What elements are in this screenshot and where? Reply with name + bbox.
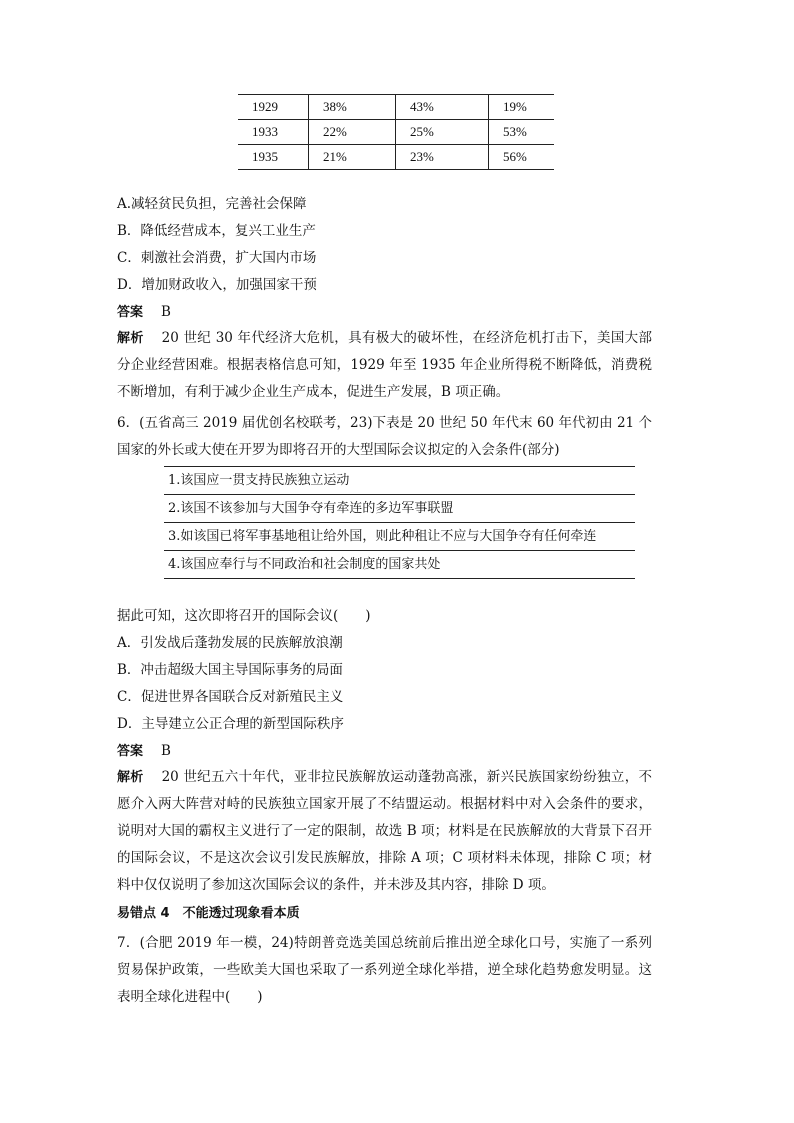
condition-row: 4.该国应奉行与不同政治和社会制度的国家共处	[164, 551, 635, 579]
analysis-label: 解析	[117, 770, 144, 785]
answer-label: 答案	[117, 305, 144, 320]
q6-analysis	[117, 764, 652, 899]
table-cell: 53%	[489, 120, 555, 145]
section-heading: 易错点 4 不能透过现象看本质	[117, 906, 300, 921]
answer-value: B	[161, 743, 171, 759]
table-cell-year: 1929	[238, 95, 309, 120]
analysis-text: 20 世纪 30 年代经济大危机，具有极大的破坏性，在经济危机打击下，美国大部分企业经营困难。根据表格信息可知，1929 年至 1935 年企业所得税不断降低，消费税不断增加，有利于减少企业生产成本，促进生产发展，B 项正确。	[117, 330, 652, 400]
condition-row: 2.该国不该参加与大国争夺有牵连的多边军事联盟	[164, 495, 635, 523]
table-cell: 21%	[309, 145, 396, 170]
analysis-label: 解析	[117, 331, 144, 346]
table-cell: 23%	[396, 145, 489, 170]
table-cell: 19%	[489, 95, 555, 120]
table-cell: 56%	[489, 145, 555, 170]
q6-answer	[117, 741, 171, 762]
table-row	[238, 145, 554, 170]
q5-option-d: D．增加财政收入，加强国家干预	[117, 277, 317, 293]
table-row	[238, 120, 554, 145]
table-cell-year: 1935	[238, 145, 309, 170]
q5-answer	[117, 302, 171, 323]
table-cell: 43%	[396, 95, 489, 120]
q6-question: 据此可知，这次即将召开的国际会议( )	[117, 608, 371, 624]
condition-row: 1.该国应一贯支持民族独立运动	[164, 467, 635, 495]
q6-stem: 6．(五省高三 2019 届优创名校联考，23)下表是 20 世纪 50 年代末 60 年代初由 21 个国家的外长或大使在开罗为即将召开的大型国际会议拟定的入会条件(部分)	[117, 415, 652, 458]
analysis-text: 20 世纪五六十年代，亚非拉民族解放运动蓬勃高涨，新兴民族国家纷纷独立，不愿介入两大阵营对峙的民族独立国家开展了不结盟运动。根据材料中对入会条件的要求，说明对大国的霸权主义进行了一定的限制，故选 B 项；材料是在民族解放的大背景下召开的国际会议，不是这次会议引发民族解放，排除 A 项；C 项材料未体现，排除 C 项；材料中仅仅说明了参加这次国际会议的条件，并未涉及其内容，排除 D 项。	[117, 769, 652, 893]
q6-option-a: A．引发战后蓬勃发展的民族解放浪潮	[117, 635, 343, 651]
q6-option-d: D．主导建立公正合理的新型国际秩序	[117, 716, 344, 732]
q5-analysis	[117, 325, 652, 406]
table-cell: 22%	[309, 120, 396, 145]
table-cell: 38%	[309, 95, 396, 120]
conditions-table	[164, 466, 635, 579]
q6-option-b: B．冲击超级大国主导国际事务的局面	[117, 662, 343, 678]
answer-label: 答案	[117, 744, 144, 759]
condition-row: 3.如该国已将军事基地租让给外国，则此种租让不应与大国争夺有任何牵连	[164, 523, 635, 551]
tax-table	[238, 94, 554, 170]
answer-value: B	[161, 304, 171, 320]
q5-option-b: B．降低经营成本，复兴工业生产	[117, 223, 316, 239]
q7-stem: 7．(合肥 2019 年一模，24)特朗普竞选美国总统前后推出逆全球化口号，实施了一系列贸易保护政策，一些欧美大国也采取了一系列逆全球化举措，逆全球化趋势愈发明显。这表明全球化进程中( )	[117, 935, 652, 1005]
table-cell-year: 1933	[238, 120, 309, 145]
q5-option-a: A.减轻贫民负担，完善社会保障	[117, 196, 307, 212]
table-cell: 25%	[396, 120, 489, 145]
q5-option-c: C．刺激社会消费，扩大国内市场	[117, 250, 317, 266]
q6-option-c: C．促进世界各国联合反对新殖民主义	[117, 689, 344, 705]
table-row	[238, 95, 554, 120]
